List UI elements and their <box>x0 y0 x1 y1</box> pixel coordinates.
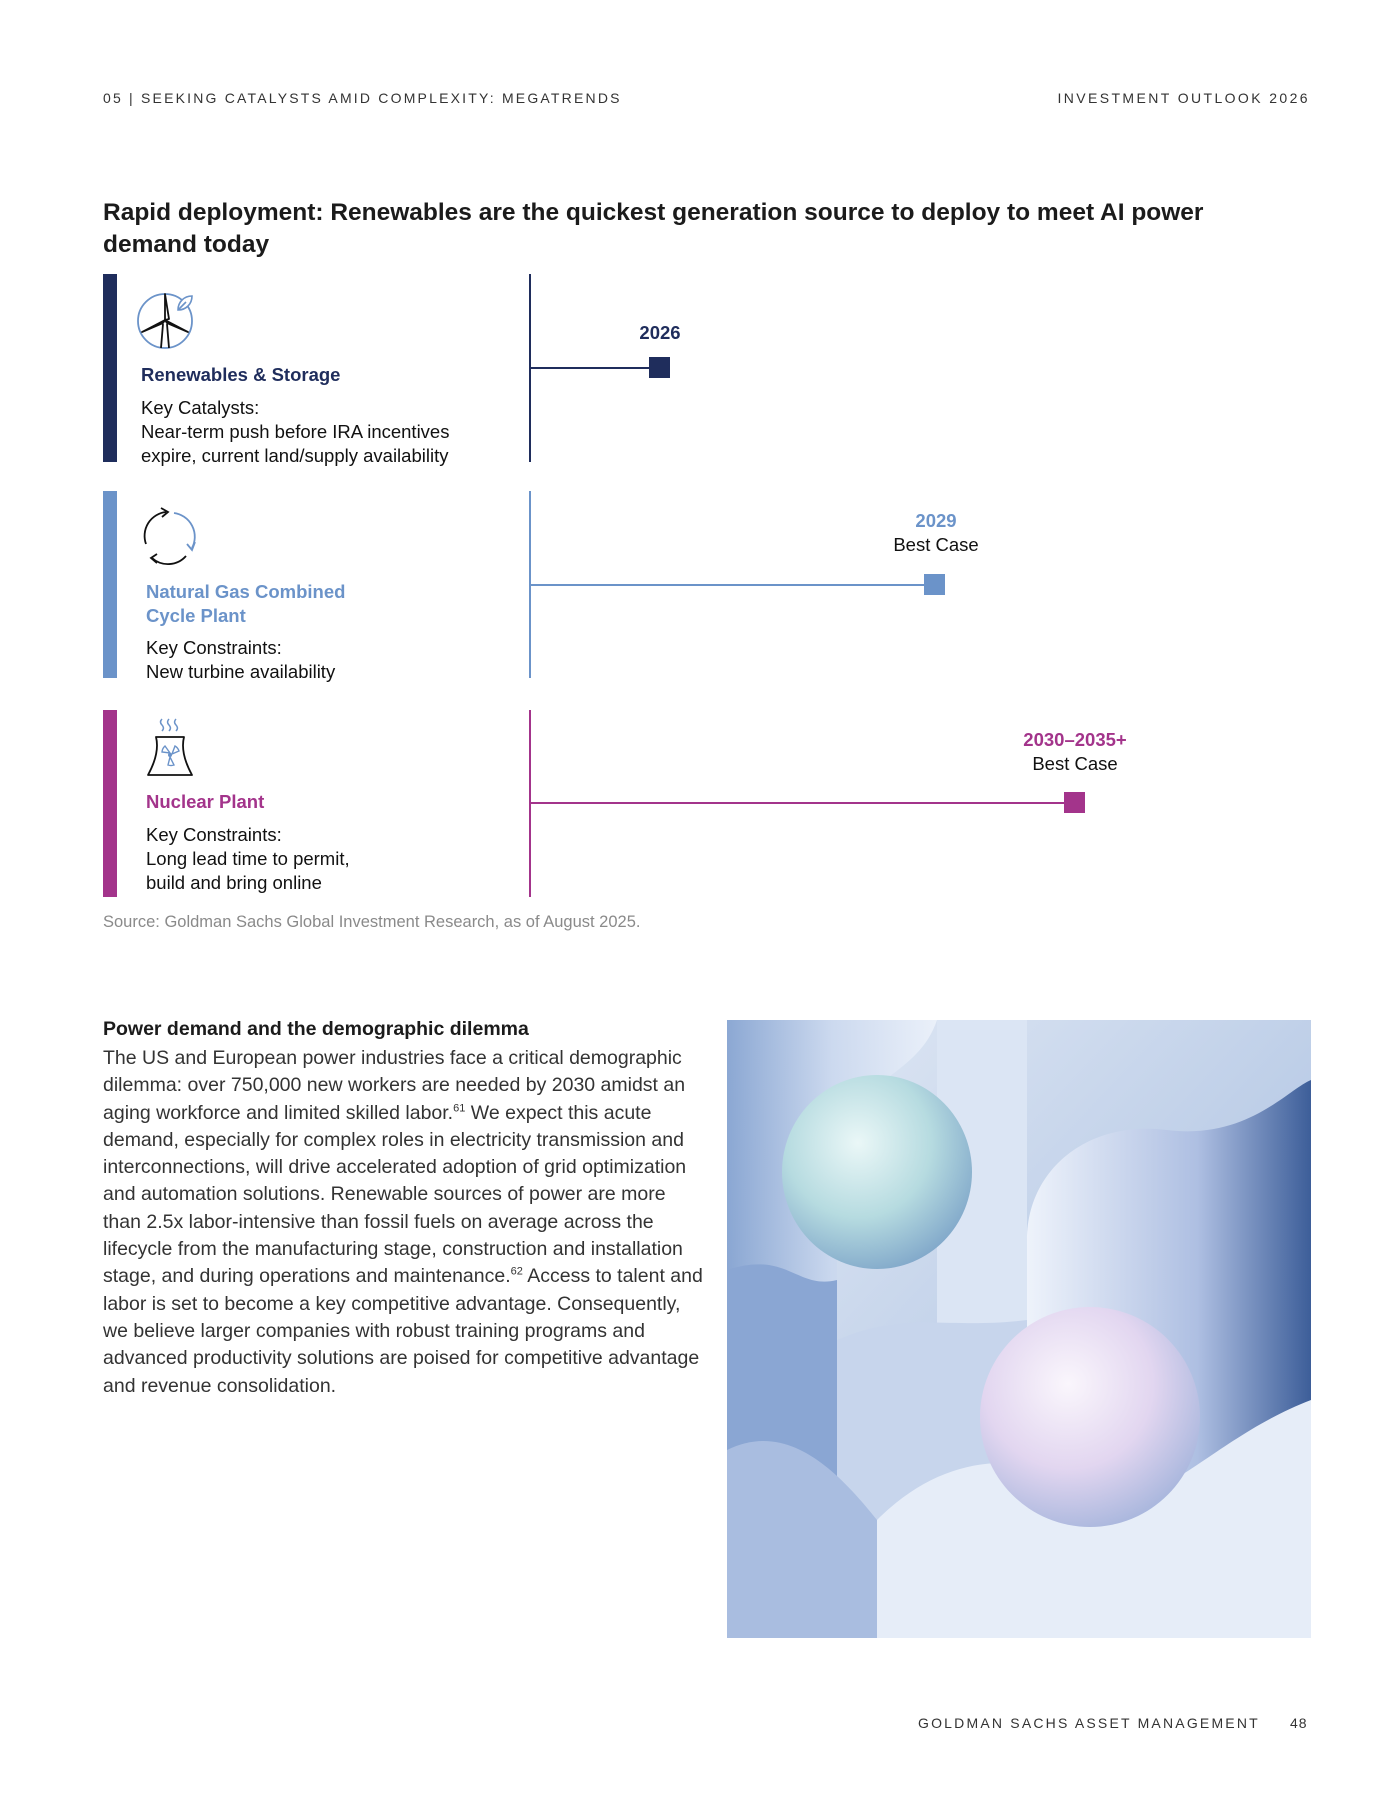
nuclear-plant-icon <box>144 715 196 777</box>
description-line: Key Catalysts: <box>141 397 260 418</box>
timeline-marker <box>1064 792 1085 813</box>
year-label: 2026 <box>639 322 681 343</box>
year-label: 2029 <box>915 510 957 531</box>
timeline-bar <box>529 802 1073 804</box>
wind-turbine-icon <box>136 290 198 352</box>
figure-title: Rapid deployment: Renewables are the quickest generation source to deploy to meet AI power demand today <box>103 199 1204 258</box>
description-line: build and bring online <box>146 872 322 893</box>
article-body <box>103 1045 703 1400</box>
timeline-marker <box>924 574 945 595</box>
row-name <box>146 580 345 628</box>
row-name: Nuclear Plant <box>146 791 265 812</box>
timeline-bar <box>529 367 659 369</box>
description-line: New turbine availability <box>146 661 336 682</box>
row-description <box>146 636 335 684</box>
publication-header: INVESTMENT OUTLOOK 2026 <box>1057 90 1310 106</box>
row-name-line: Cycle Plant <box>146 605 246 626</box>
timeline-bar <box>529 584 933 586</box>
cycle-arrows-icon <box>136 504 200 568</box>
footer-company: GOLDMAN SACHS ASSET MANAGEMENT <box>918 1715 1260 1731</box>
row-name: Renewables & Storage <box>141 364 341 385</box>
figure-source: Source: Goldman Sachs Global Investment Research, as of August 2025. <box>103 913 641 931</box>
description-line: expire, current land/supply availability <box>141 445 449 466</box>
row-description <box>141 396 449 468</box>
description-line: Key Constraints: <box>146 637 282 658</box>
footnote-ref: 61 <box>453 1102 466 1115</box>
row-name-line: Natural Gas Combined <box>146 581 346 602</box>
body-text: We expect this acute demand, especially for complex roles in electricity transmission and interconnections, will drive accelerated adoption of grid optimization and automation solutions. Renewable sources of power are more than 2.5x labor-intensive than fossil fuels on average across the lifecycle from the manufacturing stage, construction and installation stage, and during operations and maintenance. <box>103 1101 687 1288</box>
description-line: Near-term push before IRA incentives <box>141 421 450 442</box>
year-label: 2030–2035+ <box>1023 729 1127 750</box>
section-header: 05 | SEEKING CATALYSTS AMID COMPLEXITY: MEGATRENDS <box>103 90 622 106</box>
row-color-bar <box>103 710 117 897</box>
description-line: Key Constraints: <box>146 824 282 845</box>
body-text: Access to talent and labor is set to become a key competitive advantage. Consequently, we believe larger companies with robust training programs and advanced productivity solutions are poised for competitive advantage and revenue consolidation. <box>103 1265 703 1397</box>
case-label: Best Case <box>893 534 979 555</box>
timeline-marker <box>649 357 670 378</box>
page-number: 48 <box>1290 1715 1308 1731</box>
body-text: The US and European power industries face a critical demographic dilemma: over 750,000 new workers are needed by 2030 amidst an aging workforce and limited skilled labor. <box>103 1047 686 1124</box>
article-heading: Power demand and the demographic dilemma <box>103 1018 529 1040</box>
row-color-bar <box>103 274 117 462</box>
footnote-ref: 62 <box>510 1265 523 1278</box>
spheres-illustration <box>727 1020 1311 1638</box>
description-line: Long lead time to permit, <box>146 848 350 869</box>
case-label: Best Case <box>1032 753 1118 774</box>
row-description <box>146 823 350 895</box>
row-color-bar <box>103 491 117 678</box>
